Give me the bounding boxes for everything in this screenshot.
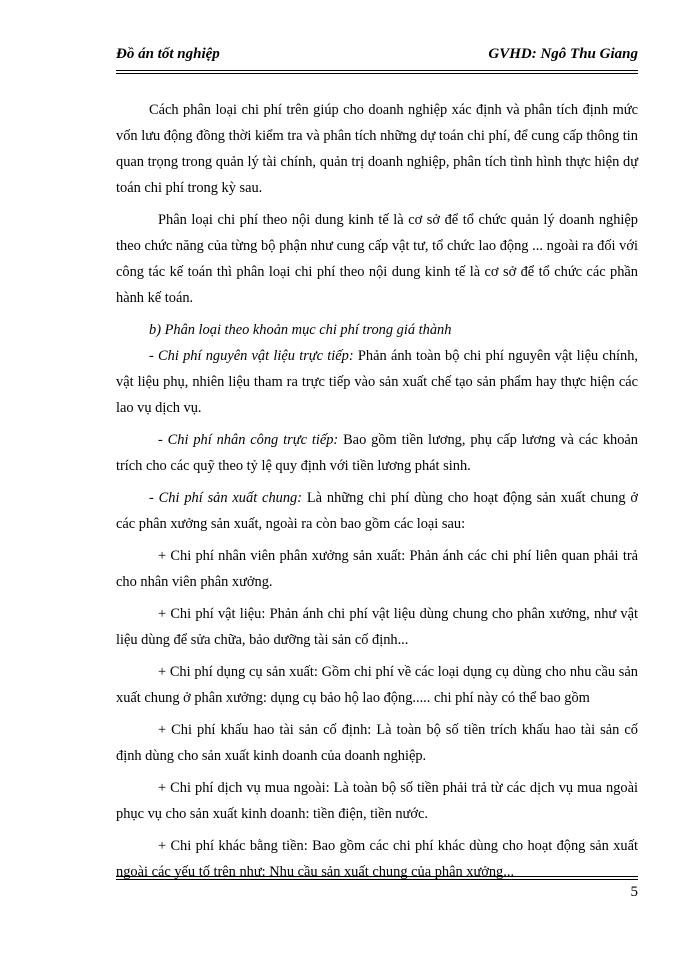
body-text [116,97,638,885]
page-number: 5 [630,884,638,900]
paragraph: - Chi phí nguyên vật liệu trực tiếp: Phản ánh toàn bộ chi phí nguyên vật liệu chính, vật liệu phụ, nhiên liệu tham ra trực tiếp vào sản xuất chế tạo sản phẩm hay thực hiện các lao vụ dịch vụ. [116,348,638,416]
paragraph: - Chi phí sản xuất chung: Là những chi phí dùng cho hoạt động sản xuất chung ở các phân xưởng sản xuất, ngoài ra còn bao gồm các loại sau: [116,490,638,532]
section-heading: b) Phân loại theo khoản mục chi phí trong giá thành [149,322,452,338]
paragraph: - Chi phí nhân công trực tiếp: Bao gồm tiền lương, phụ cấp lương và các khoản trích cho các quỹ theo tỷ lệ quy định với tiền lương phát sinh. [116,432,638,474]
paragraph: Phân loại chi phí theo nội dung kinh tế là cơ sở để tổ chức quản lý doanh nghiệp theo chức năng của từng bộ phận như cung cấp vật tư, tổ chức lao động ... ngoài ra đối với công tác kế toán thì phân loại chi phí theo nội dung kinh tế là cơ sở để tổ chức các phần hành kế toán. [116,212,638,306]
list-item: + Chi phí khác bằng tiền: Bao gồm các chi phí khác dùng cho hoạt động sản xuất ngoài các yếu tố trên như: Nhu cầu sản xuất chung của phân xưởng... [116,838,638,880]
list-item: + Chi phí vật liệu: Phản ánh chi phí vật liệu dùng chung cho phân xưởng, như vật liệu dùng để sửa chữa, bảo dưỡng tài sản cố định... [116,606,638,648]
list-item: + Chi phí dịch vụ mua ngoài: Là toàn bộ số tiền phải trả từ các dịch vụ mua ngoài phục vụ cho sản xuất kinh doanh: tiền điện, tiền nước. [116,780,638,822]
list-item: + Chi phí dụng cụ sản xuất: Gồm chi phí về các loại dụng cụ dùng cho nhu cầu sản xuất chung ở phân xưởng: dụng cụ bảo hộ lao động..... chi phí này có thể bao gồm [116,664,638,706]
list-item: + Chi phí nhân viên phân xưởng sản xuất: Phản ánh các chi phí liên quan phải trả cho nhân viên phân xưởng. [116,548,638,590]
header-divider [116,70,638,74]
supervisor-label: GVHD: Ngô Thu Giang [488,46,638,62]
page-header [116,46,638,68]
paragraph: Cách phân loại chi phí trên giúp cho doanh nghiệp xác định và phân tích định mức vốn lưu động đồng thời kiểm tra và phân tích những dự toán chi phí, để cung cấp thông tin quan trọng trong quản lý tài chính, quản trị doanh nghiệp, phân tích tình hình thực hiện dự toán chi phí trong kỳ sau. [116,102,638,196]
list-item: + Chi phí khấu hao tài sản cố định: Là toàn bộ số tiền trích khấu hao tài sản cố định dùng cho sản xuất kinh doanh của doanh nghiệp. [116,722,638,764]
document-title: Đồ án tốt nghiệp [116,46,220,62]
footer-divider [116,876,638,880]
